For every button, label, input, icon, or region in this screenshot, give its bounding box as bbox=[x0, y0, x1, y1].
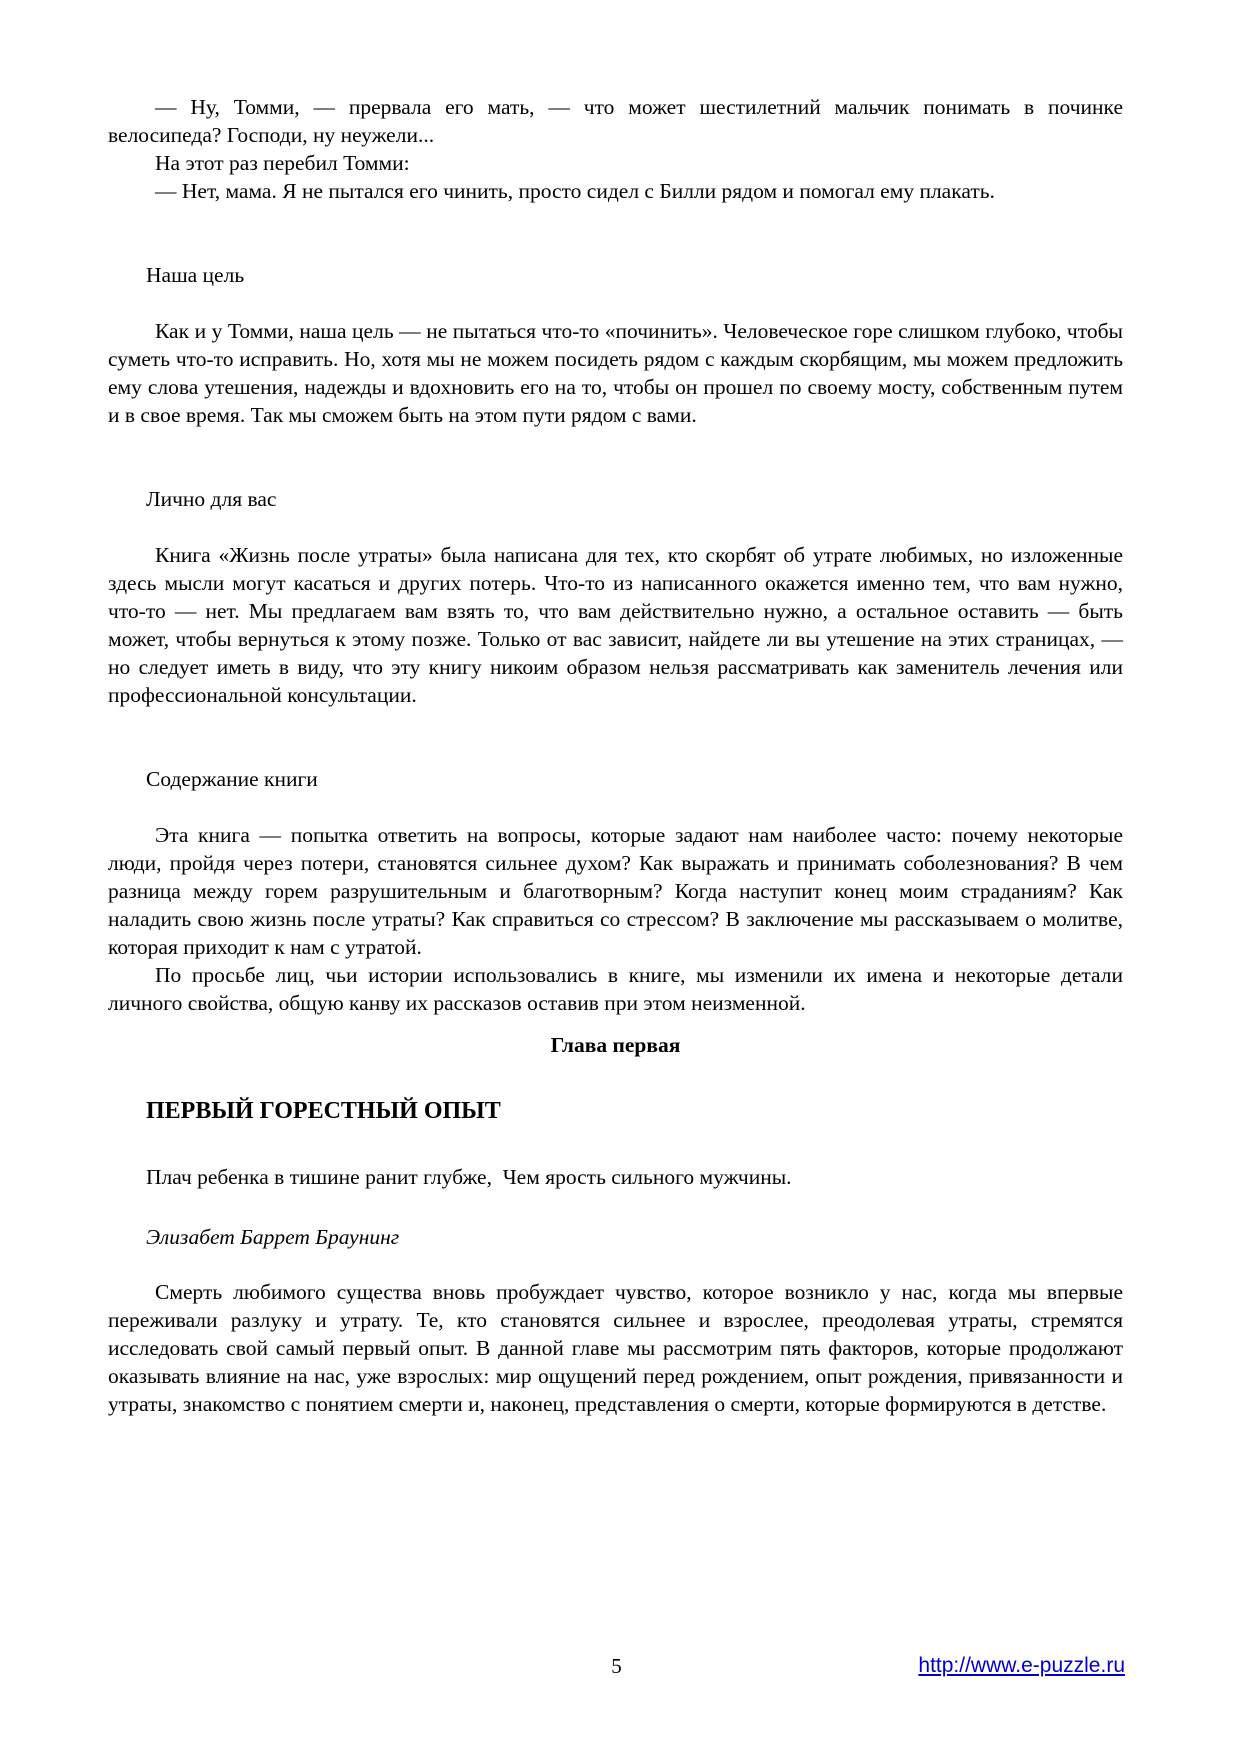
subheading-personally-for-you: Лично для вас bbox=[146, 487, 277, 511]
page-number: 5 bbox=[611, 1654, 622, 1678]
dialogue-paragraph-3: — Нет, мама. Я не пытался его чинить, просто сидел с Билли рядом и помогал ему плакать. bbox=[155, 179, 995, 203]
epigraph: Плач ребенка в тишине ранит глубже, Чем ярость сильного мужчины. bbox=[146, 1165, 792, 1189]
page-footer bbox=[108, 1652, 1125, 1680]
dialogue-paragraph-2: На этот раз перебил Томми: bbox=[155, 151, 410, 175]
subheading-our-goal: Наша цель bbox=[146, 263, 245, 287]
body-paragraph-our-goal: Как и у Томми, наша цель — не пытаться что-то «починить». Человеческое горе слишком глубоко, чтобы суметь что-то исправить. Но, хотя мы не можем посидеть рядом с каждым скорбящим, мы можем предложить ему слова утешения, надежды и вдохновить его на то, чтобы он прошел по своему мосту, собственным путем и в свое время. Так мы сможем быть на этом пути рядом с вами. bbox=[108, 319, 1123, 427]
dialogue-paragraph-1: — Ну, Томми, — прервала его мать, — что может шестилетний мальчик понимать в починке велосипеда? Господи, ну неужели... bbox=[108, 95, 1123, 147]
epigraph-author: Элизабет Баррет Браунинг bbox=[146, 1225, 400, 1249]
chapter-title: ПЕРВЫЙ ГОРЕСТНЫЙ ОПЫТ bbox=[146, 1098, 501, 1124]
footer-link[interactable]: http://www.e-puzzle.ru bbox=[918, 1654, 1125, 1677]
chapter-heading: Глава первая bbox=[550, 1033, 681, 1057]
body-paragraph-personally-for-you: Книга «Жизнь после утраты» была написана для тех, кто скорбят об утрате любимых, но изложенные здесь мысли могут касаться и других потерь. Что-то из написанного окажется именно тем, что вам нужно, что-то — нет. Мы предлагаем вам взять то, что вам действительно нужно, а остальное оставить — быть может, чтобы вернуться к этому позже. Только от вас зависит, найдете ли вы утешение на этих страницах, — но следует иметь в виду, что эту книгу никоим образом нельзя рассматривать как заменитель лечения или профессиональной консультации. bbox=[108, 543, 1123, 707]
body-paragraph-book-contents-1: Эта книга — попытка ответить на вопросы, которые задают нам наиболее часто: почему некоторые люди, пройдя через потери, становятся сильнее духом? Как выражать и принимать соболезнования? В чем разница между горем разрушительным и благотворным? Когда наступит конец моим страданиям? Как наладить свою жизнь после утраты? Как справиться со стрессом? В заключение мы рассказываем о молитве, которая приходит к нам с утратой. bbox=[108, 823, 1123, 959]
body-paragraph-book-contents-2: По просьбе лиц, чьи истории использовались в книге, мы изменили их имена и некоторые детали личного свойства, общую канву их рассказов оставив при этом неизменной. bbox=[108, 963, 1123, 1015]
body-paragraph-chapter-intro: Смерть любимого существа вновь пробуждает чувство, которое возникло у нас, когда мы впервые переживали разлуку и утрату. Те, кто становятся сильнее и взрослее, преодолевая утраты, стремятся исследовать свой самый первый опыт. В данной главе мы рассмотрим пять факторов, которые продолжают оказывать влияние на нас, уже взрослых: мир ощущений перед рождением, опыт рождения, привязанности и утраты, знакомство с понятием смерти и, наконец, представления о смерти, которые формируются в детстве. bbox=[108, 1280, 1123, 1416]
subheading-book-contents: Содержание книги bbox=[146, 767, 318, 791]
